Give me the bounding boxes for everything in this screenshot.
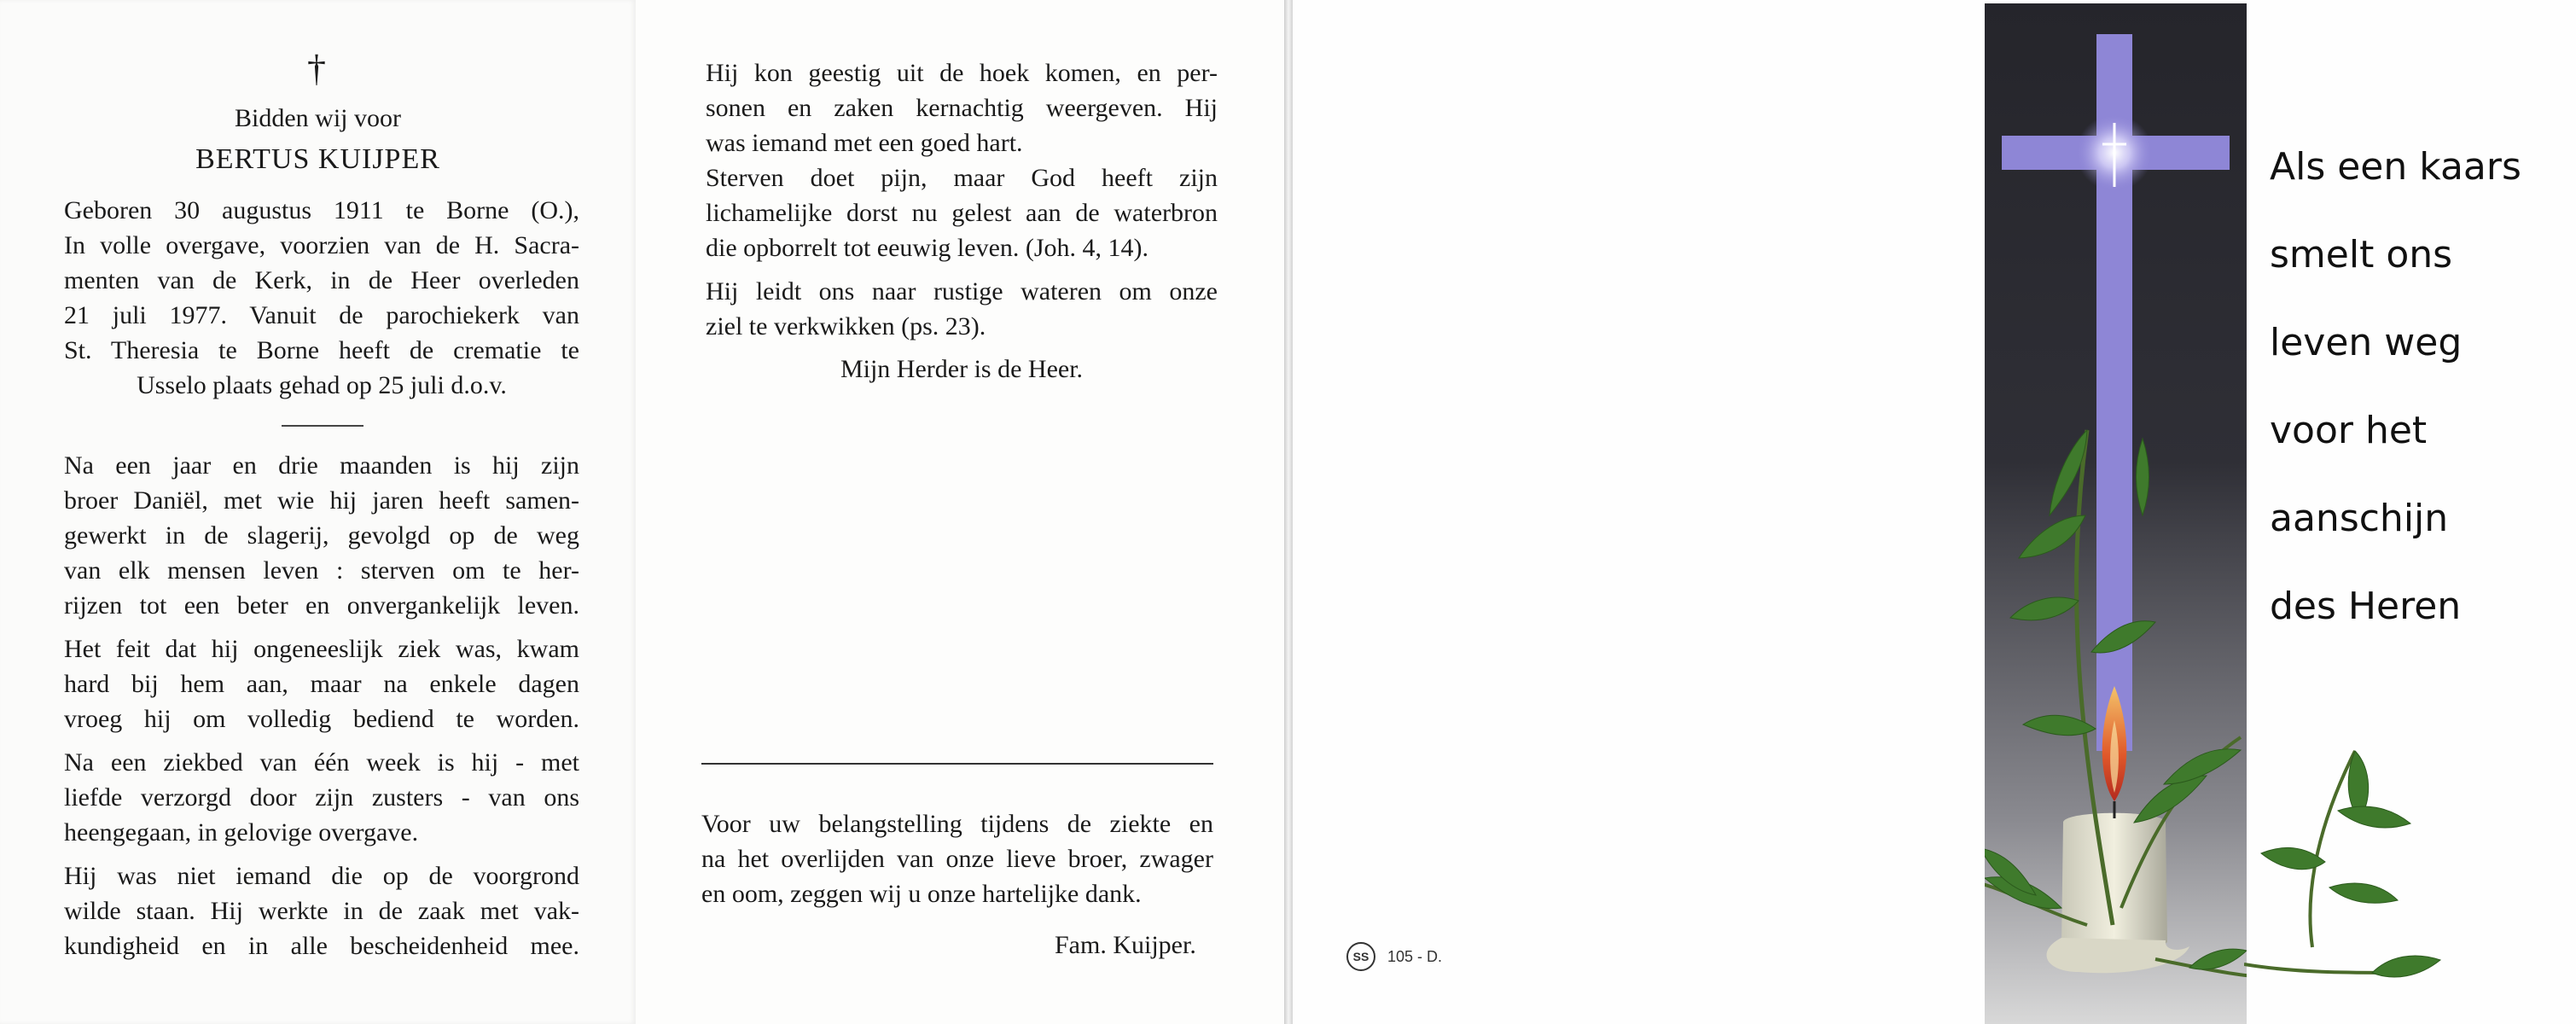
paragraph-line: rijzen tot een beter en onvergankelijk leven. [64, 591, 579, 620]
paragraph-line: van elk mensen leven : sterven om te her- [64, 556, 579, 585]
paragraph-line: Hij kon geestig uit de hoek komen, en per- [706, 59, 1218, 87]
card-fold [1284, 0, 1293, 1024]
bio-line: Usselo plaats gehad op 25 juli d.o.v. [137, 371, 507, 399]
paragraph-line: lichamelijke dorst nu gelest aan de waterbron [706, 199, 1218, 227]
poem-line: voor het [2270, 409, 2428, 452]
paragraph-line: die opborrelt tot eeuwig leven. (Joh. 4, 14). [706, 234, 1149, 262]
divider [282, 425, 363, 427]
bio-line: menten van de Kerk, in de Heer overleden [64, 266, 579, 294]
paragraph-line: Na een ziekbed van één week is hij - met [64, 748, 579, 777]
paragraph-line: was iemand met een goed hart. [706, 129, 1023, 157]
paragraph-line: broer Daniël, met wie hij jaren heeft samen- [64, 486, 579, 515]
paragraph-line: vroeg hij om volledig bediend te worden. [64, 705, 579, 733]
paragraph-line: wilde staan. Hij werkte in de zaak met vak- [64, 897, 579, 925]
bio-line: St. Theresia te Borne heeft de crematie te [64, 336, 579, 364]
signature: Fam. Kuijper. [1055, 931, 1196, 959]
bio-line: Geboren 30 augustus 1911 te Borne (O.), [64, 196, 579, 224]
deceased-name: BERTUS KUIJPER [195, 143, 440, 175]
paragraph-line: Hij leidt ons naar rustige wateren om onze [706, 277, 1218, 305]
bio-line: 21 juli 1977. Vanuit de parochiekerk van [64, 301, 579, 329]
paragraph-line: kundigheid en in alle bescheidenheid mee. [64, 932, 579, 960]
publisher-logo-icon: SS [1346, 942, 1375, 971]
closing-line: Mijn Herder is de Heer. [840, 355, 1084, 383]
intro-text: Bidden wij voor [235, 104, 401, 132]
paragraph-line: gewerkt in de slagerij, gevolgd op de weg [64, 521, 579, 550]
candle-body [2061, 813, 2167, 955]
divider [701, 763, 1213, 765]
paragraph-line: sonen en zaken kernachtig weergeven. Hij [706, 94, 1218, 122]
thanks-line: na het overlijden van onze lieve broer, zwager [701, 845, 1213, 873]
branch-extension-illustration [2244, 717, 2483, 990]
card-panel-middle-right [1293, 0, 1937, 1024]
poem-line: des Heren [2270, 585, 2462, 628]
bio-line: In volle overgave, voorzien van de H. Sacra- [64, 231, 579, 259]
thanks-line: Voor uw belangstelling tijdens de ziekte en [701, 810, 1213, 838]
thanks-line: en oom, zeggen wij u onze hartelijke dank. [701, 880, 1142, 908]
candle-cross-illustration [1985, 3, 2247, 1024]
paragraph-line: Sterven doet pijn, maar God heeft zijn [706, 164, 1218, 192]
paragraph-line: liefde verzorgd door zijn zusters - van ons [64, 783, 579, 812]
poem-line: smelt ons [2270, 233, 2453, 276]
paragraph-line: ziel te verkwikken (ps. 23). [706, 312, 986, 340]
poem-line: aanschijn [2270, 497, 2449, 540]
paragraph-line: heengegaan, in gelovige overgave. [64, 818, 419, 847]
poem-line: Als een kaars [2270, 145, 2521, 189]
publisher-mark [1346, 942, 1442, 971]
publisher-code: 105 - D. [1387, 947, 1443, 965]
paragraph-line: Na een jaar en drie maanden is hij zijn [64, 451, 579, 480]
poem-line: leven weg [2270, 321, 2463, 364]
paragraph-line: Hij was niet iemand die op de voorgrond [64, 862, 579, 890]
paragraph-line: Het feit dat hij ongeneeslijk ziek was, kwam [64, 635, 579, 663]
paragraph-line: hard bij hem aan, maar na enkele dagen [64, 670, 579, 698]
cross-icon: † [307, 48, 326, 90]
card-panel-left [0, 0, 636, 1024]
